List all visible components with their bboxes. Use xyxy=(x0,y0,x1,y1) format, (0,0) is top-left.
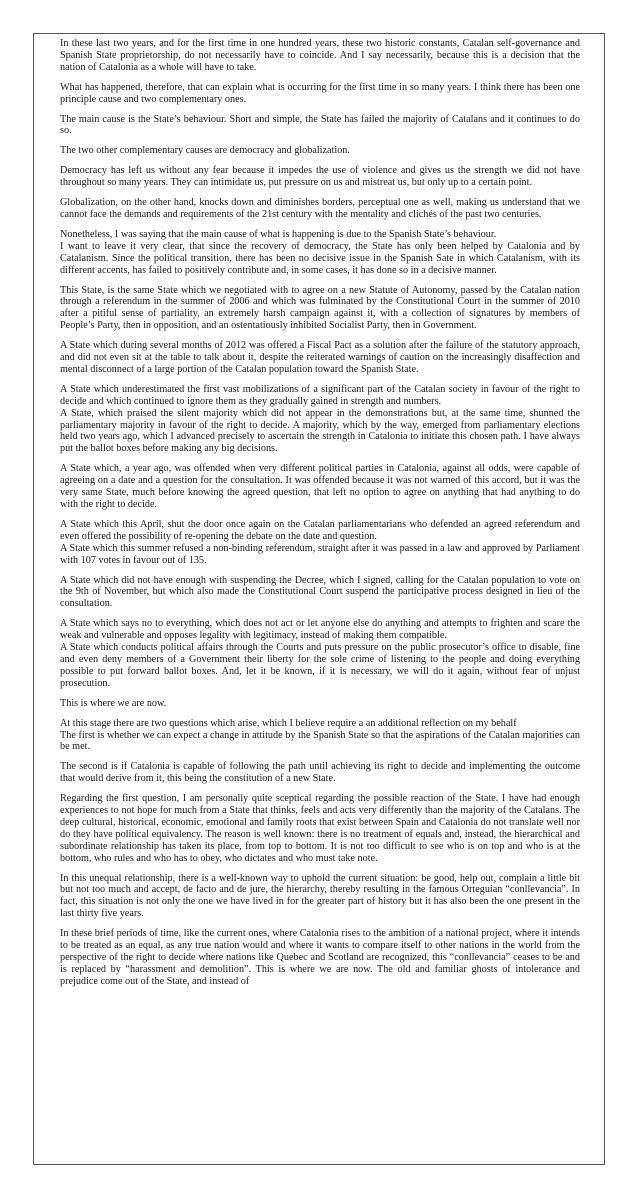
paragraph: A State, which praised the silent majority which did not appear in the demonstrations but, at the same time, shunned the parliamentary majority in favour of the right to decide. A majority, which by the way, emerged from parliamentary elections held two years ago, which I advanced precisely to ascertain the strength in Catalonia to initiate this chosen path. I have always put the ballot boxes before making any big decisions. xyxy=(60,407,580,455)
paragraph: The two other complementary causes are democracy and globalization. xyxy=(60,145,350,157)
paragraph: A State which this April, shut the door once again on the Catalan parliamentarians who defended an agreed referendum and even offered the possibility of re-opening the debate on the date and question. xyxy=(60,518,580,542)
paragraph: A State which did not have enough with suspending the Decree, which I signed, calling for the Catalan population to vote on the 9th of November, but which also made the Constitutional Court suspend the participative process designed in lieu of the consultation. xyxy=(60,574,580,610)
paragraph: The second is if Catalonia is capable of following the path until achieving its right to decide and implementing the outcome that would derive from it, this being the constitution of a new State. xyxy=(60,761,580,785)
paragraph: This is where we are now. xyxy=(60,697,167,709)
paragraph: A State which says no to everything, which does not act or let anyone else do anything and attempts to frighten and scare the weak and vulnerable and opposes legality with legitimacy, instead of making them compatible. xyxy=(60,618,580,642)
paragraph: Regarding the first question, I am personally quite sceptical regarding the possible reaction of the State. I have had enough experiences to not hope for much from a State that thinks, feels and acts very differently than the majority of the Catalans. The deep cultural, historical, economic, emotional and family roots that exist between Spain and Catalonia do not translate well nor do they have political equivalency. The reason is well known: there is no treatment of equals and, instead, the hierarchical and subordinate relationship has taken its place, from top to bottom. It is not too difficult to see who is on top and who is at the bottom, who rules and who has to obey, who dictates and who must take note. xyxy=(60,793,580,864)
paragraph: This State, is the same State which we negotiated with to agree on a new Statute of Autonomy, passed by the Catalan nation through a referendum in the summer of 2006 and which was fulminated by the Constitutional Court in the summer of 2010 after a pitiful sense of partiality, an extremely harsh campaign against it, with a collection of signatures by members of People’s Party, then in opposition, and an ostentatiously inhibited Socialist Party, then in Government. xyxy=(60,284,580,332)
paragraph: The first is whether we can expect a change in attitude by the Spanish State so that the aspirations of the Catalan majorities can be met. xyxy=(60,729,580,753)
paragraph: What has happened, therefore, that can explain what is occurring for the first time in so many years. I think there has been one principle cause and two complementary ones. xyxy=(60,81,580,105)
paragraph: A State which this summer refused a non-binding referendum, straight after it was passed in a law and approved by Parliament with 107 votes in favour out of 135. xyxy=(60,542,580,566)
paragraph: In this unequal relationship, there is a well-known way to uphold the current situation: be good, help out, complain a little bit but not too much and accept, de facto and de jure, the hierarchy, thereby resulting in the famous Orteguian “conllevancia”. In fact, this situation is not only the one we have lived in for the greater part of history but it has also been the one present in the last thirty five years. xyxy=(60,872,580,920)
paragraph: A State which, a year ago, was offended when very different political parties in Catalonia, against all odds, were capable of agreeing on a date and a question for the consultation. It was offended because it was not warned of this accord, but it was the very same State, much before knowing the agreed question, that left no option to agree on anything that had anything to do with the right to decide. xyxy=(60,463,580,510)
paragraph: Democracy has left us without any fear because it impedes the use of violence and gives us the strength we did not have throughout so many years. They can intimidate us, put pressure on us and mistreat us, but only up to a certain point. xyxy=(60,165,580,189)
paragraph: At this stage there are two questions which arise, which I believe require a an additional reflection on my behalf xyxy=(60,717,517,729)
paragraph: A State which conducts political affairs through the Courts and puts pressure on the public prosecutor’s office to disable, fine and even deny members of a Government their liberty for the sole crime of listening to the people and doing everything possible to put forward ballot boxes. And, let it be known, if it is necessary, we will do it again, without fear of unjust prosecution. xyxy=(60,642,580,689)
paragraph: I want to leave it very clear, that since the recovery of democracy, the State has only been helped by Catalonia and by Catalanism. Since the political transition, there has been no decisive issue in the Spanish Sate in which Catalanism, with its different accents, has failed to positively contribute and, in some cases, it has done so in a decisive manner. xyxy=(60,240,580,276)
paragraph: A State which during several months of 2012 was offered a Fiscal Pact as a solution after the failure of the statutory approach, and did not even sit at the table to talk about it, despite the reiterated warnings of caution on the increasingly disaffection and mental disconnect of a large portion of the Catalan population toward the Spanish State. xyxy=(60,340,580,375)
paragraph: A State which underestimated the first vast mobilizations of a significant part of the Catalan society in favour of the right to decide and which continued to ignore them as they gradually gained in strength and numbers. xyxy=(60,383,580,407)
document-body xyxy=(60,38,580,996)
paragraph: In these brief periods of time, like the current ones, where Catalonia rises to the ambition of a national project, where it intends to be treated as an equal, as any true nation would and where it wants to compare itself to other nations in the world from the perspective of the right to decide where nations like Quebec and Scotland are recognized, this “conllevancia” ceases to be and is replaced by “harassment and demolition”. This is where we are now. The old and familiar ghosts of intolerance and prejudice come out of the State, and instead of xyxy=(60,928,580,987)
paragraph: Nonetheless, I was saying that the main cause of what is happening is due to the Spanish State’s behaviour. xyxy=(60,228,497,240)
paragraph: The main cause is the State’s behaviour. Short and simple, the State has failed the majority of Catalans and it continues to do so. xyxy=(60,113,580,137)
paragraph: In these last two years, and for the first time in one hundred years, these two historic constants, Catalan self-governance and Spanish State proprietorship, do not necessarily have to coincide. And I say necessarily, because this is a decision that the nation of Catalonia as a whole will have to take. xyxy=(60,38,580,73)
paragraph: Globalization, on the other hand, knocks down and diminishes borders, perceptual one as well, making us understand that we cannot face the demands and requirements of the 21st century with the mentality and clichés of the past two centuries. xyxy=(60,197,580,220)
